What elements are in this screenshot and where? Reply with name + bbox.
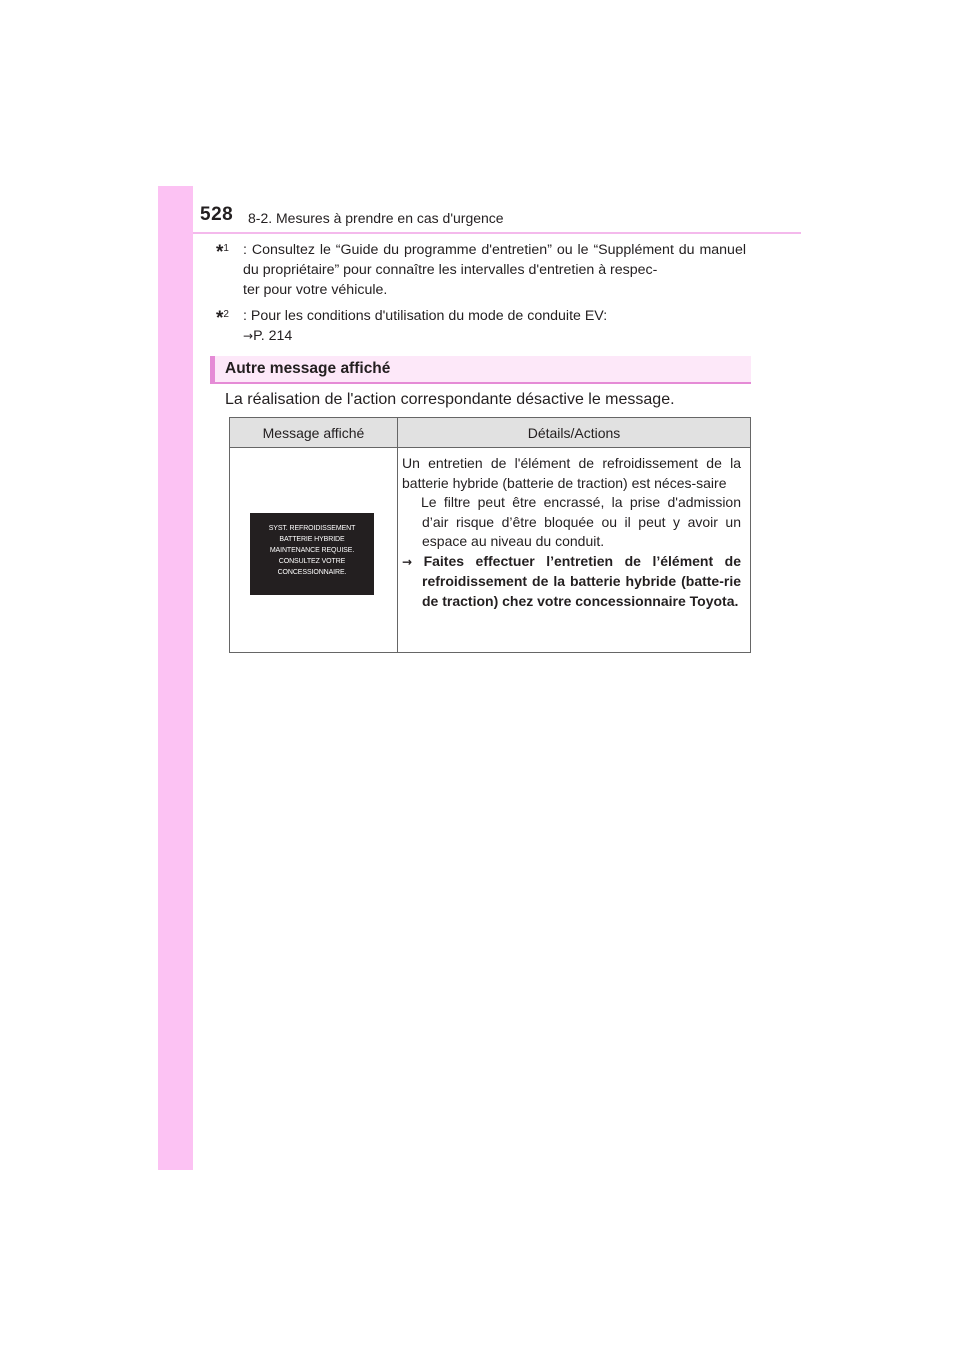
footnote-marker: *$^2$ <box>216 308 229 329</box>
detail-action: → Faites effectuer l’entretien de l’élément de refroidissement de la batterie hybride (batte-rie de traction) chez votre concessionnaire Toyota. <box>402 552 741 609</box>
footnote-1 <box>216 240 746 300</box>
footnote-text: : Consultez le “Guide du programme d'entretien” ou le “Supplément du manuel du propriétaire” pour connaître les intervalles d'entretien à respec- ter pour votre véhicule. <box>243 242 746 298</box>
table-header-row <box>230 418 751 448</box>
details-cell <box>398 448 751 653</box>
subheading: Autre message affiché <box>225 360 391 377</box>
detail-note: Le filtre peut être encrassé, la prise d'admission d’air risque d’être bloquée ou il peut y avoir un espace au niveau du conduit. <box>421 494 741 549</box>
section-title: 8-2. Mesures à prendre en cas d'urgence <box>248 210 504 226</box>
column-header: Détails/Actions <box>398 418 751 448</box>
message-table <box>229 417 751 653</box>
page-number: 528 <box>200 204 234 225</box>
arrow-right-icon: → <box>402 554 413 569</box>
page-edge-tab <box>158 186 193 1170</box>
header-divider <box>193 232 801 234</box>
intro-text: La réalisation de l'action correspondante désactive le message. <box>225 391 675 408</box>
footnote-marker: *$^1$ <box>216 242 229 263</box>
column-header: Message affiché <box>230 418 398 448</box>
footnote-2 <box>216 306 746 346</box>
subheading-bar <box>210 356 751 384</box>
display-screen: SYST. REFROIDISSEMENT BATTERIE HYBRIDE MAINTENANCE REQUISE. CONSULTEZ VOTRE CONCESSIONNAIRE. <box>250 513 374 595</box>
arrow-right-icon: → <box>243 329 254 343</box>
table-row <box>230 448 751 653</box>
message-cell <box>230 448 398 653</box>
footnote-text: : Pour les conditions d'utilisation du mode de conduite EV: →P. 214 <box>243 308 608 344</box>
detail-main: Un entretien de l'élément de refroidissement de la batterie hybride (batterie de traction) est néces-saire <box>402 455 741 491</box>
page-reference[interactable]: →P. 214 <box>243 328 293 344</box>
